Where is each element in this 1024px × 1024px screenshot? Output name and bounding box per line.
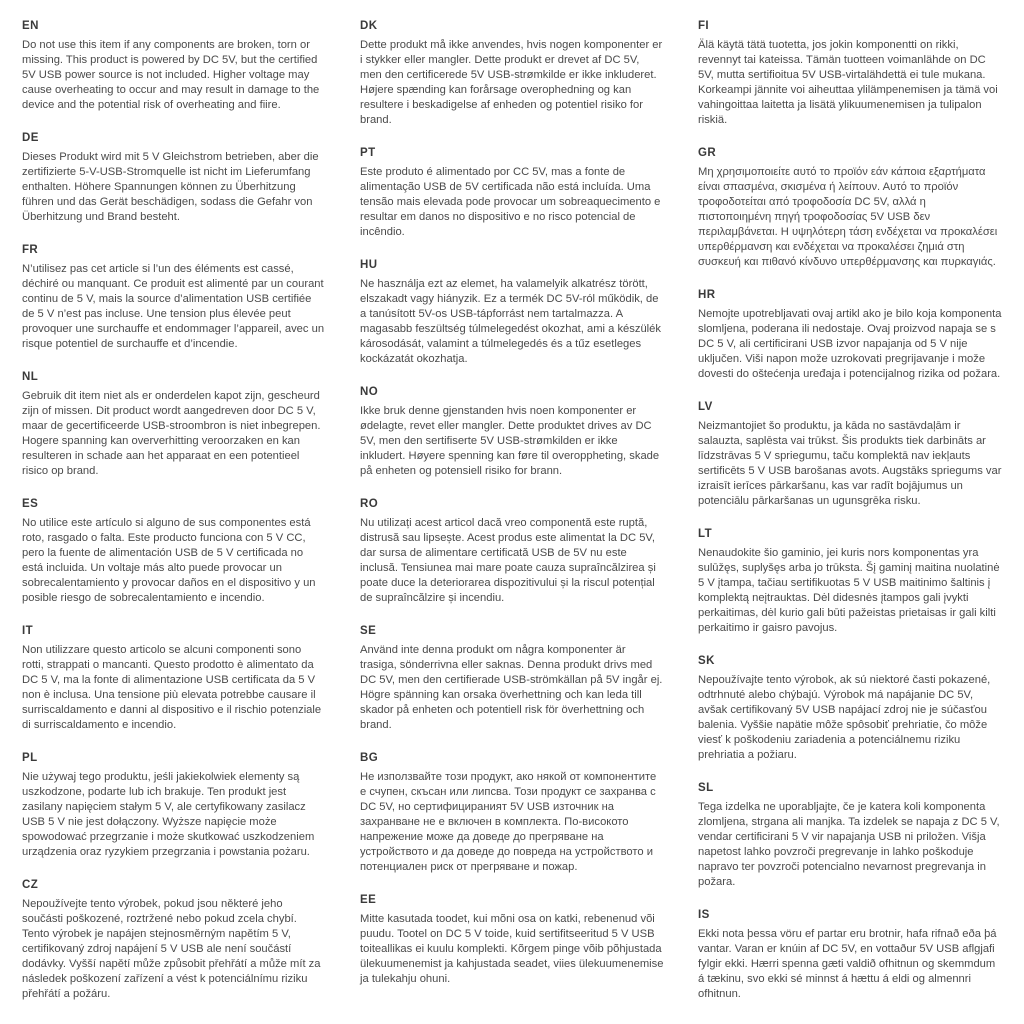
language-code: IS: [698, 909, 710, 921]
language-section-pt: [360, 147, 664, 240]
language-code: HR: [698, 289, 716, 301]
language-code: HU: [360, 259, 378, 271]
language-section-fi: [698, 20, 1002, 128]
language-text: Använd inte denna produkt om några komponenter är trasiga, sönderrivna eller saknas. Denna produkt drivs med DC 5V, men den certifierade USB-strömkällan på 5V ingår ej. Högre spänning kan orsaka överhettning och kan leda till skador på enheten och potentiell risk för överhettning och brand.: [360, 644, 663, 731]
language-code: RO: [360, 498, 379, 510]
language-section-fr: [22, 244, 326, 352]
language-text: Не използвайте този продукт, ако някой от компонентите е счупен, скъсан или липсва. Този продукт се захранва с DC 5V, но сертифицираният 5V USB източник на захранване не е включен в комплекта. По-високото напрежение може да доведе до прегряване на устройството и да доведе до повреда на устройството и потенциален риск от прегряване и пожар.: [360, 771, 657, 873]
language-text: Μη χρησιμοποιείτε αυτό το προϊόν εάν κάποια εξαρτήματα είναι σπασμένα, σκισμένα ή λείπουν. Αυτό το προϊόν τροφοδοτείται από τροφοδοσία DC 5V, αλλά η πιστοποιημένη πηγή τροφοδοσίας 5V USB δεν περιλαμβάνεται. Η υψηλότερη τάση ενδέχεται να προκαλέσει υπερθέρμανση και ενδέχεται να προκαλέσει ζημιά στη συσκευή και πιθανό κίνδυνο υπερθέρμανσης και πυρκαγιάς.: [698, 166, 998, 268]
column-3: [698, 20, 1002, 1021]
language-section-en: [22, 20, 326, 113]
language-code: PL: [22, 752, 38, 764]
language-section-bg: [360, 752, 664, 875]
language-section-se: [360, 625, 664, 733]
language-text: Nie używaj tego produktu, jeśli jakiekolwiek elementy są uszkodzone, podarte lub ich brakuje. Ten produkt jest zasilany napięciem stałym 5 V, ale certyfikowany zasilacz USB 5 V nie jest dołączony. Wyższe napięcie może spowodować przegrzanie i może skutkować uszkodzeniem urządzenia oraz ryzykiem przegrzania i powstania pożaru.: [22, 771, 315, 858]
language-code: FI: [698, 20, 710, 32]
language-code: PT: [360, 147, 376, 159]
language-code: EE: [360, 894, 377, 906]
language-code: NL: [22, 371, 39, 383]
language-section-sk: [698, 655, 1002, 763]
language-section-hu: [360, 259, 664, 367]
language-text: Non utilizzare questo articolo se alcuni componenti sono rotti, strappati o mancanti. Questo prodotto è alimentato da DC 5 V, ma la fonte di alimentazione USB certificata da 5 V non è inclusa. Una tensione più elevata potrebbe causare il surriscaldamento e danni al dispositivo e il rischio potenziale di surriscaldamento e incendio.: [22, 644, 322, 731]
language-text: Mitte kasutada toodet, kui mõni osa on katki, rebenenud või puudu. Tootel on DC 5 V toide, kuid sertifitseeritud 5 V USB toiteallikas ei kuulu komplekti. Kõrgem pinge võib põhjustada ülekuumenemist ja kahjustada seadet, viies ülekuumenemise ja tulekahju ohuni.: [360, 913, 664, 985]
language-code: SE: [360, 625, 377, 637]
language-text: Ikke bruk denne gjenstanden hvis noen komponenter er ødelagte, revet eller mangler. Dette produktet drives av DC 5V, men den sertifiserte 5V USB-strømkilden er ikke inkludert. Høyere spenning kan føre til overoppheting, skade på enheten og potensiell risiko for brann.: [360, 405, 660, 477]
language-text: Dette produkt må ikke anvendes, hvis nogen komponenter er i stykker eller mangler. Dette produkt er drevet af DC 5V, men den certificerede 5V USB-strømkilde er ikke inkluderet. Højere spænding kan forårsage overophedning og kan resultere i beskadigelse af enheden og potentiel risiko for brand.: [360, 39, 663, 126]
language-section-es: [22, 498, 326, 606]
language-section-cz: [22, 879, 326, 1002]
language-code: BG: [360, 752, 379, 764]
language-text: Neizmantojiet šo produktu, ja kāda no sastāvdaļām ir salauzta, saplēsta vai trūkst. Šis produkts tiek darbināts ar līdzstrāvas 5 V spriegumu, taču komplektā nav iekļauts sertificēts 5 V USB barošanas avots. Augstāks spriegums var izraisīt ierīces pārkaršanu, kas var radīt bojājumus un potenciālu pārkaršanas un ugunsgrēka risku.: [698, 420, 1002, 507]
column-1: [22, 20, 326, 1021]
language-section-is: [698, 909, 1002, 1002]
language-code: SK: [698, 655, 715, 667]
language-code: LT: [698, 528, 712, 540]
language-section-it: [22, 625, 326, 733]
language-text: Este produto é alimentado por CC 5V, mas a fonte de alimentação USB de 5V certificada não está incluída. Uma tensão mais elevada pode provocar um sobreaquecimento e resultar em danos no dispositivo e no risco potencial de incêndio.: [360, 166, 661, 238]
language-section-no: [360, 386, 664, 479]
language-text: Gebruik dit item niet als er onderdelen kapot zijn, gescheurd zijn of missen. Dit product wordt aangedreven door DC 5 V, maar de gecertificeerde USB-stroombron is niet inbegrepen. Hogere spanning kan oververhitting veroorzaken en kan resulteren in schade aan het apparaat en een potentieel risico op brand.: [22, 390, 321, 477]
language-section-lv: [698, 401, 1002, 509]
language-section-ro: [360, 498, 664, 606]
language-code: CZ: [22, 879, 39, 891]
language-code: FR: [22, 244, 39, 256]
column-2: [360, 20, 664, 1021]
language-text: Nepoužívajte tento výrobok, ak sú niektoré časti pokazené, odtrhnuté alebo chýbajú. Výrobok má napájanie DC 5V, avšak certifikovaný 5V USB napájací zdroj nie je súčasťou balenia. Vyššie napätie môže spôsobiť prehriatie, čo môže viesť k poškodeniu zariadenia a potenciálnemu riziku prehriatia a požiaru.: [698, 674, 991, 761]
language-code: DE: [22, 132, 39, 144]
language-text: Do not use this item if any components are broken, torn or missing. This product is powered by DC 5V, but the certified 5V USB power source is not included. Higher voltage may cause overheating to occur and may result in damage to the device and the potential risk of overheating and fiire.: [22, 39, 320, 111]
language-code: LV: [698, 401, 713, 413]
language-text: Älä käytä tätä tuotetta, jos jokin komponentti on rikki, revennyt tai kateissa. Tämän tuotteen voimanlähde on DC 5V, mutta sertifioitua 5V USB-virtalähdettä ei tule mukana. Korkeampi jännite voi aiheuttaa ylilämpenemisen ja tämä voi vahingoittaa laitetta ja lisätä ylikuumenemisen ja tulipalon riskiä.: [698, 39, 998, 126]
language-text: Ne használja ezt az elemet, ha valamelyik alkatrész törött, elszakadt vagy hiányzik. Ez a termék DC 5V-ról működik, de a tanúsított 5V-os USB-tápforrást nem tartalmazza. A magasabb feszültség túlmelegedést okozhat, ami a készülék károsodását, valamint a túlmelegedés és a tűz esetleges kockázatát okozhatja.: [360, 278, 661, 365]
language-code: EN: [22, 20, 39, 32]
language-section-gr: [698, 147, 1002, 270]
language-section-sl: [698, 782, 1002, 890]
language-code: NO: [360, 386, 379, 398]
language-section-ee: [360, 894, 664, 987]
language-section-pl: [22, 752, 326, 860]
language-code: SL: [698, 782, 714, 794]
language-section-dk: [360, 20, 664, 128]
language-section-hr: [698, 289, 1002, 382]
language-text: N’utilisez pas cet article si l’un des éléments est cassé, déchiré ou manquant. Ce produit est alimenté par un courant continu de 5 V, mais la source d’alimentation USB certifiée de 5 V n’est pas incluse. Une tension plus élevée peut provoquer une surchauffe et endommager l’appareil, avec un risque potentiel de surchauffe et d’incendie.: [22, 263, 325, 350]
language-section-lt: [698, 528, 1002, 636]
language-text: No utilice este artículo si alguno de sus componentes está roto, rasgado o falta. Este producto funciona con 5 V CC, pero la fuente de alimentación USB de 5 V certificada no está incluida. Un voltaje más alto puede provocar un sobrecalentamiento y provocar daños en el dispositivo y un posible riesgo de sobrecalentamiento e incendio.: [22, 517, 316, 604]
language-code: GR: [698, 147, 717, 159]
language-text: Nu utilizați acest articol dacă vreo componentă este ruptă, distrusă sau lipsește. Acest produs este alimentat la DC 5V, dar sursa de alimentare certificată USB de 5V nu este inclusă. Tensiunea mai mare poate cauza supraîncălzirea și poate duce la deteriorarea dispozitivului și la riscul potențial de supraîncălzire și incendiu.: [360, 517, 656, 604]
language-text: Ekki nota þessa vöru ef partar eru brotnir, hafa rifnað eða þá vantar. Varan er knúin af DC 5V, en vottaður 5V USB aflgjafi fylgir ekki. Hærri spenna gæti valdið ofhitnun og skemmdum á tækinu, svo ekki sé minnst á hættu á eldi og almennri ofhitnun.: [698, 928, 997, 1000]
language-text: Nemojte upotrebljavati ovaj artikl ako je bilo koja komponenta slomljena, poderana ili nedostaje. Ovaj proizvod napaja se s DC 5 V, ali certificirani USB izvor napajanja od 5 V nije uključen. Viši napon može uzrokovati pregrijavanje i može dovesti do oštećenja uređaja i potencijalnog rizika od požara.: [698, 308, 1002, 380]
language-text: Tega izdelka ne uporabljajte, če je katera koli komponenta zlomljena, strgana ali manjka. Ta izdelek se napaja z DC 5 V, vendar certificirani 5 V vir napajanja USB ni priložen. Višja napetost lahko povzroči pregrevanje in lahko poškoduje napravo ter povzroči potencialno nevarnost pregrevanja in požara.: [698, 801, 1000, 888]
language-code: ES: [22, 498, 39, 510]
language-section-de: [22, 132, 326, 225]
language-text: Nenaudokite šio gaminio, jei kuris nors komponentas yra sulūžęs, suplyšęs arba jo trūksta. Šį gaminį maitina nuolatinė 5 V įtampa, tačiau sertifikuotas 5 V USB maitinimo šaltinis į komplektą neįtrauktas. Dėl didesnės įtampos gali įvykti perkaitimas, dėl kurio gali būti pažeistas prietaisas ir gali kilti perkaitimo ir gaisro pavojus.: [698, 547, 1000, 634]
language-section-nl: [22, 371, 326, 479]
language-code: DK: [360, 20, 378, 32]
language-text: Nepoužívejte tento výrobek, pokud jsou některé jeho součásti poškozené, roztržené nebo pokud zcela chybí. Tento výrobek je napájen stejnosměrným napětím 5 V, certifikovaný zdroj napájení 5 V USB ale není součástí dodávky. Vyšší napětí může způsobit přehřátí a může mít za následek poškození zařízení a vést k potenciálnímu riziku přehřátí a požáru.: [22, 898, 321, 1000]
language-text: Dieses Produkt wird mit 5 V Gleichstrom betrieben, aber die zertifizierte 5-V-USB-Stromquelle ist nicht im Lieferumfang enthalten. Höhere Spannungen können zu Überhitzung führen und das Gerät beschädigen, sodass die Gefahr von Überhitzung und Brand besteht.: [22, 151, 319, 223]
language-code: IT: [22, 625, 34, 637]
